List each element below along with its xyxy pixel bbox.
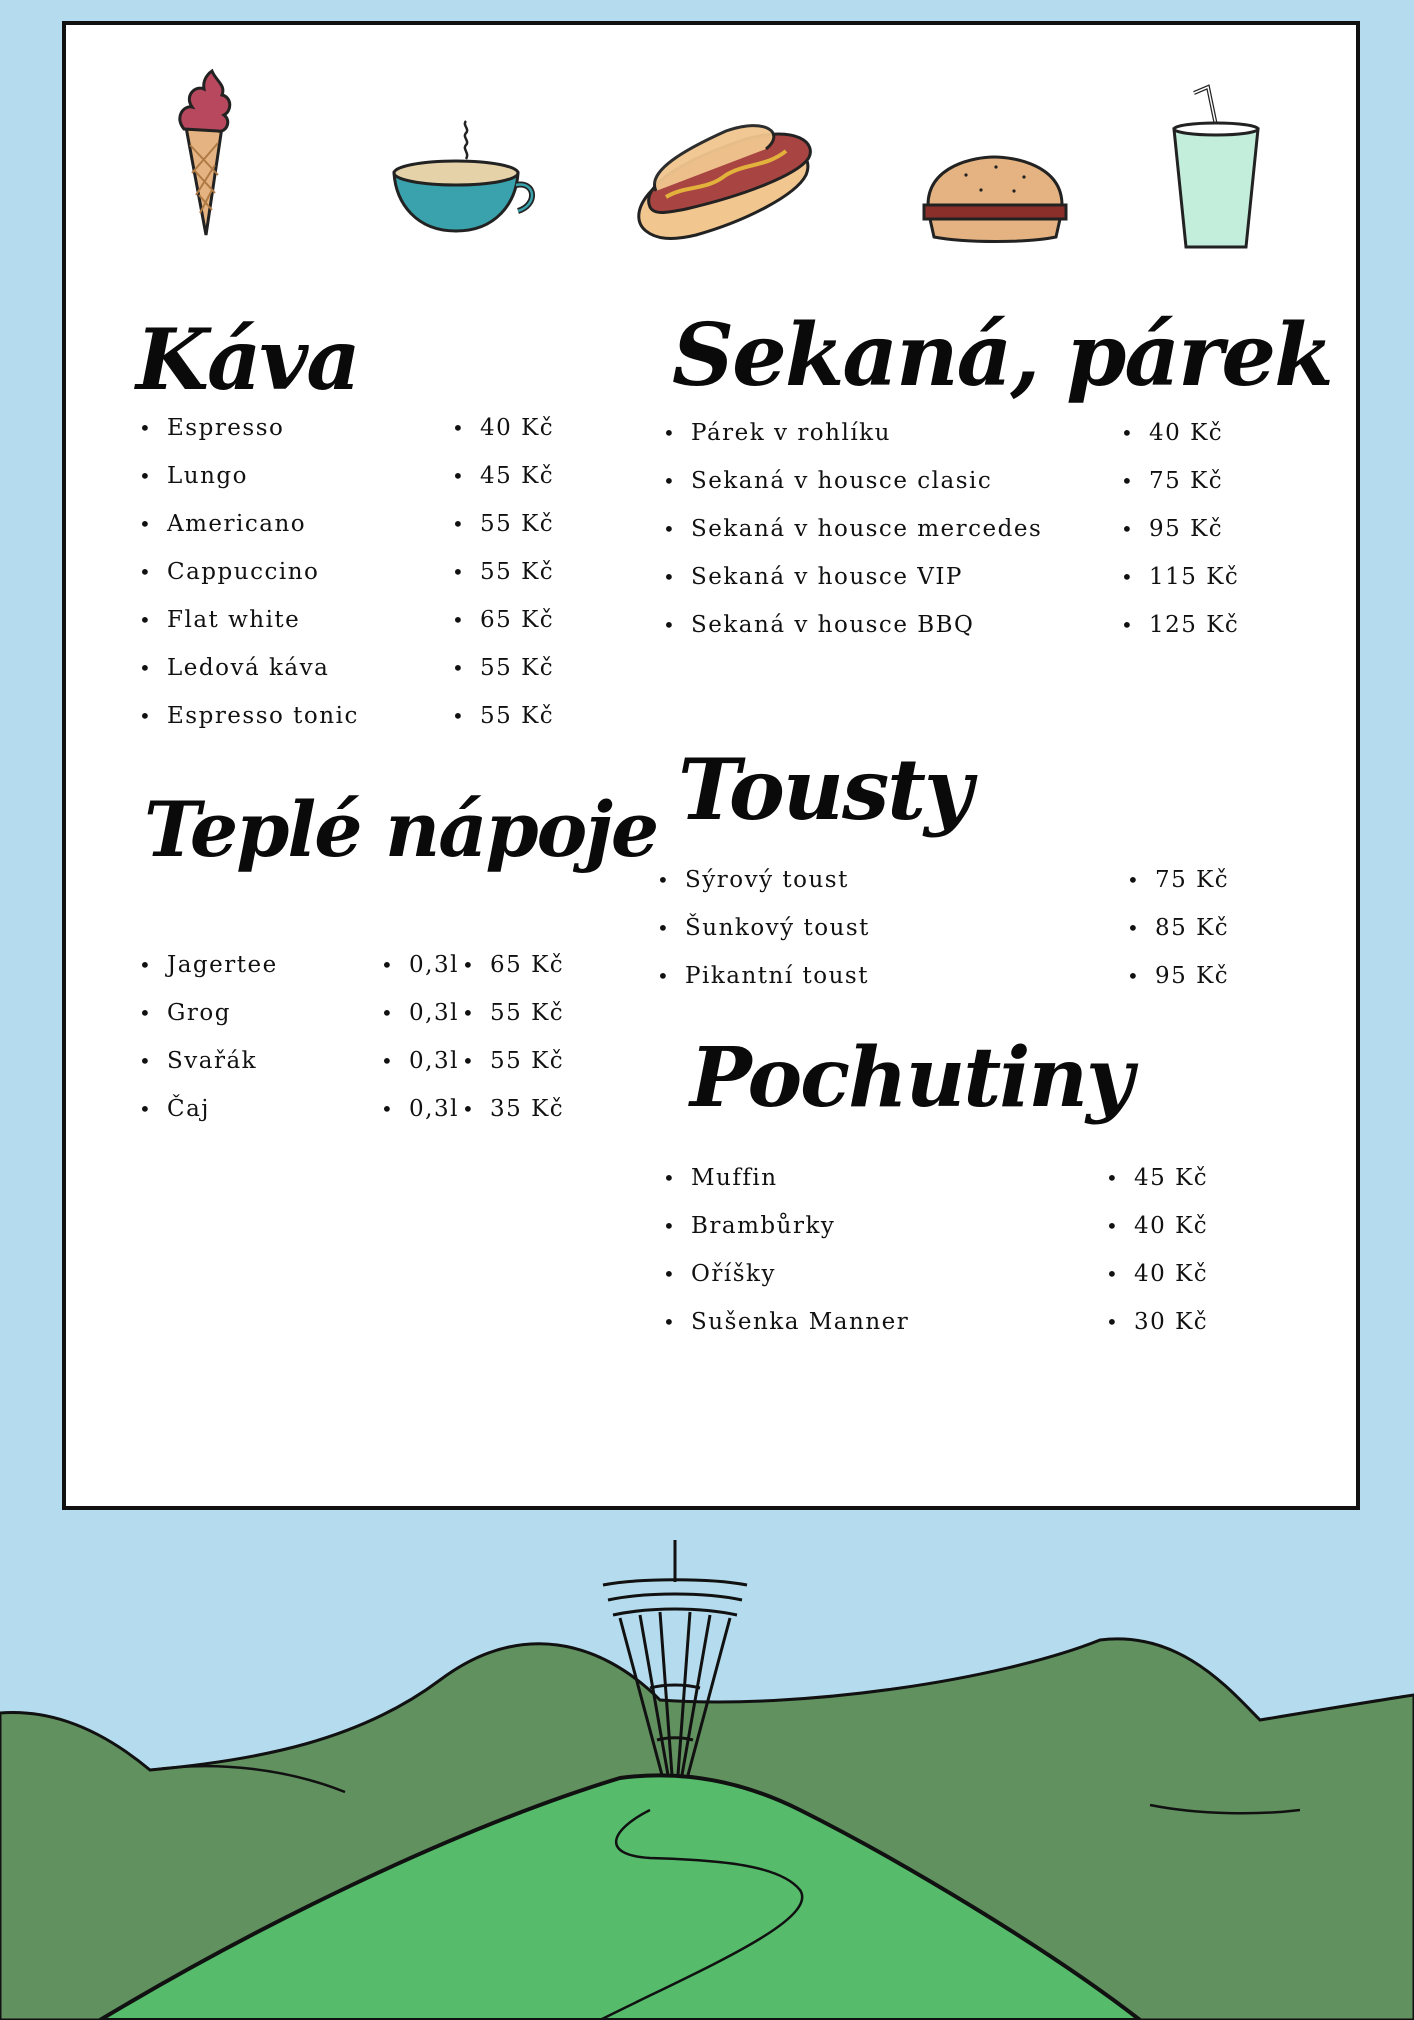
hill-landscape — [0, 1510, 1414, 2020]
price: • 40 Kč — [1134, 1259, 1208, 1289]
price: • 55 Kč — [490, 1046, 564, 1076]
list-item: • Sýrový toust — [685, 865, 849, 895]
list-item: • Flat white — [167, 605, 300, 635]
price: • 75 Kč — [1149, 466, 1223, 496]
price: • 45 Kč — [480, 461, 554, 491]
list-item: • Brambůrky — [691, 1211, 835, 1241]
pochutiny-heading: Pochutiny — [690, 1030, 1132, 1126]
list-item: • Espresso — [167, 413, 284, 443]
price: • 115 Kč — [1149, 562, 1239, 592]
price: • 65 Kč — [480, 605, 554, 635]
list-item: • Šunkový toust — [685, 913, 870, 943]
volume: • 0,3l — [409, 998, 459, 1028]
tousty-heading: Tousty — [678, 740, 971, 839]
price: • 65 Kč — [490, 950, 564, 980]
price: • 55 Kč — [480, 557, 554, 587]
price: • 35 Kč — [490, 1094, 564, 1124]
price: • 55 Kč — [480, 509, 554, 539]
sekana-parek-heading: Sekaná, párek — [672, 305, 1332, 406]
list-item: • Svařák — [167, 1046, 257, 1076]
list-item: • Sekaná v housce mercedes — [691, 514, 1042, 544]
volume: • 0,3l — [409, 1094, 459, 1124]
volume: • 0,3l — [409, 1046, 459, 1076]
price: • 40 Kč — [1134, 1211, 1208, 1241]
price: • 30 Kč — [1134, 1307, 1208, 1337]
icon-row — [66, 25, 1356, 265]
list-item: • Čaj — [167, 1094, 210, 1124]
list-item: • Lungo — [167, 461, 248, 491]
list-item: • Espresso tonic — [167, 701, 359, 731]
list-item: • Cappuccino — [167, 557, 319, 587]
price: • 40 Kč — [480, 413, 554, 443]
list-item: • Sekaná v housce clasic — [691, 466, 992, 496]
list-item: • Sekaná v housce BBQ — [691, 610, 974, 640]
kava-heading: Káva — [136, 310, 359, 409]
list-item: • Párek v rohlíku — [691, 418, 891, 448]
list-item: • Sušenka Manner — [691, 1307, 909, 1337]
hot-dog-icon — [639, 126, 811, 239]
ice-cream-icon — [180, 71, 230, 235]
burger-icon — [924, 157, 1066, 242]
drink-cup-icon — [1174, 87, 1258, 247]
price: • 55 Kč — [490, 998, 564, 1028]
list-item: • Ledová káva — [167, 653, 329, 683]
price: • 95 Kč — [1149, 514, 1223, 544]
price: • 75 Kč — [1155, 865, 1229, 895]
coffee-cup-icon — [394, 121, 532, 231]
teple-napoje-heading: Teplé nápoje — [144, 785, 658, 874]
volume: • 0,3l — [409, 950, 459, 980]
price: • 85 Kč — [1155, 913, 1229, 943]
price: • 125 Kč — [1149, 610, 1239, 640]
price: • 40 Kč — [1149, 418, 1223, 448]
list-item: • Jagertee — [167, 950, 278, 980]
list-item: • Oříšky — [691, 1259, 776, 1289]
price: • 95 Kč — [1155, 961, 1229, 991]
menu-panel — [62, 21, 1360, 1510]
price: • 55 Kč — [480, 653, 554, 683]
list-item: • Muffin — [691, 1163, 778, 1193]
price: • 45 Kč — [1134, 1163, 1208, 1193]
price: • 55 Kč — [480, 701, 554, 731]
list-item: • Pikantní toust — [685, 961, 869, 991]
list-item: • Sekaná v housce VIP — [691, 562, 963, 592]
list-item: • Americano — [167, 509, 306, 539]
list-item: • Grog — [167, 998, 231, 1028]
